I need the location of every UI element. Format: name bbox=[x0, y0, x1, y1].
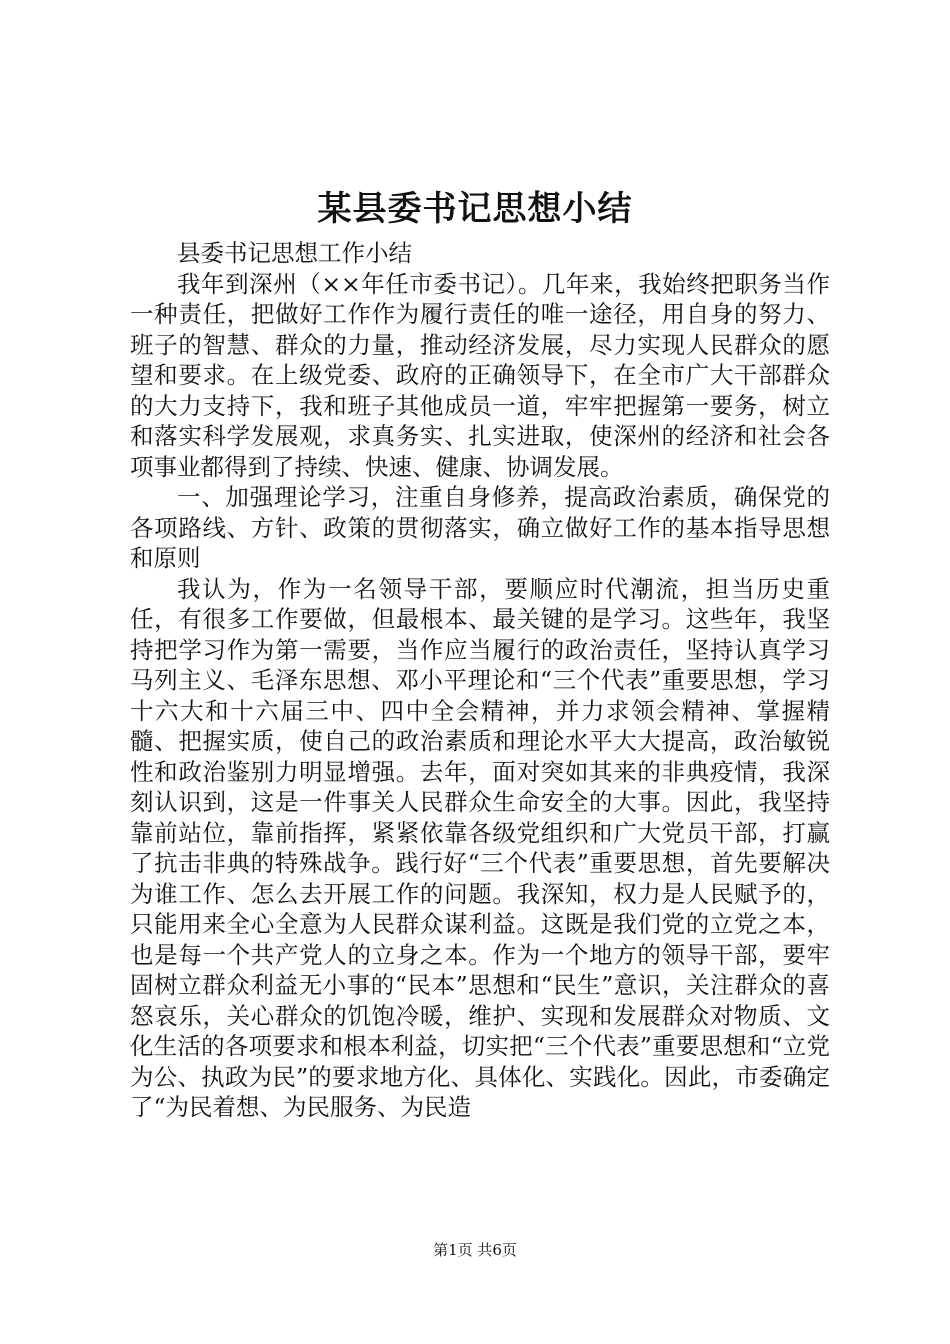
paragraph-section-1: 我认为，作为一名领导干部，要顺应时代潮流，担当历史重任，有很多工作要做，但最根本、最关键的是学习。这些年，我坚持把学习作为第一需要，当作应当履行的政治责任，坚持认真学习马列主义、毛泽东思想、邓小平理论和“三个代表”重要思想，学习十六大和十六届三中、四中全会精神，并力求领会精神、掌握精髓、把握实质，使自己的政治素质和理论水平大大提高，政治敏锐性和政治鉴别力明显增强。去年，面对突如其来的非典疫情，我深刻认识到，这是一件事关人民群众生命安全的大事。因此，我坚持靠前站位，靠前指挥，紧紧依靠各级党组织和广大党员干部，打赢了抗击非典的特殊战争。践行好“三个代表”重要思想，首先要解决为谁工作、怎么去开展工作的问题。我深知，权力是人民赋予的，只能用来全心全意为人民群众谋利益。这既是我们党的立党之本，也是每一个共产党人的立身之本。作为一个地方的领导干部，要牢固树立群众利益无小事的“民本”思想和“民生”意识，关注群众的喜怒哀乐，关心群众的饥饱冷暖，维护、实现和发展群众对物质、文化生活的各项要求和根本利益，切实把“三个代表”重要思想和“立党为公、执政为民”的要求地方化、具体化、实践化。因此，市委确定了“为民着想、为民服务、为民造 bbox=[130, 574, 830, 1121]
paragraph-subtitle: 县委书记思想工作小结 bbox=[177, 239, 412, 267]
page-footer: 第1页 共6页 bbox=[433, 1241, 517, 1259]
document-title: 某县委书记思想小结 bbox=[317, 189, 633, 229]
paragraph-intro: 我年到深州（××年任市委书记）。几年来，我始终把职务当作一种责任，把做好工作作为履行责任的唯一途径，用自身的努力、班子的智慧、群众的力量，推动经济发展，尽力实现人民群众的愿望和要求。在上级党委、政府的正确领导下，在全市广大干部群众的大力支持下，我和班子其他成员一道，牢牢把握第一要务，树立和落实科学发展观，求真务实、扎实进取，使深州的经济和社会各项事业都得到了持续、快速、健康、协调发展。 bbox=[130, 269, 830, 481]
document-body bbox=[130, 238, 830, 1123]
section-heading-1: 一、加强理论学习，注重自身修养，提高政治素质，确保党的各项路线、方针、政策的贯彻落实，确立做好工作的基本指导思想和原则 bbox=[130, 483, 830, 572]
